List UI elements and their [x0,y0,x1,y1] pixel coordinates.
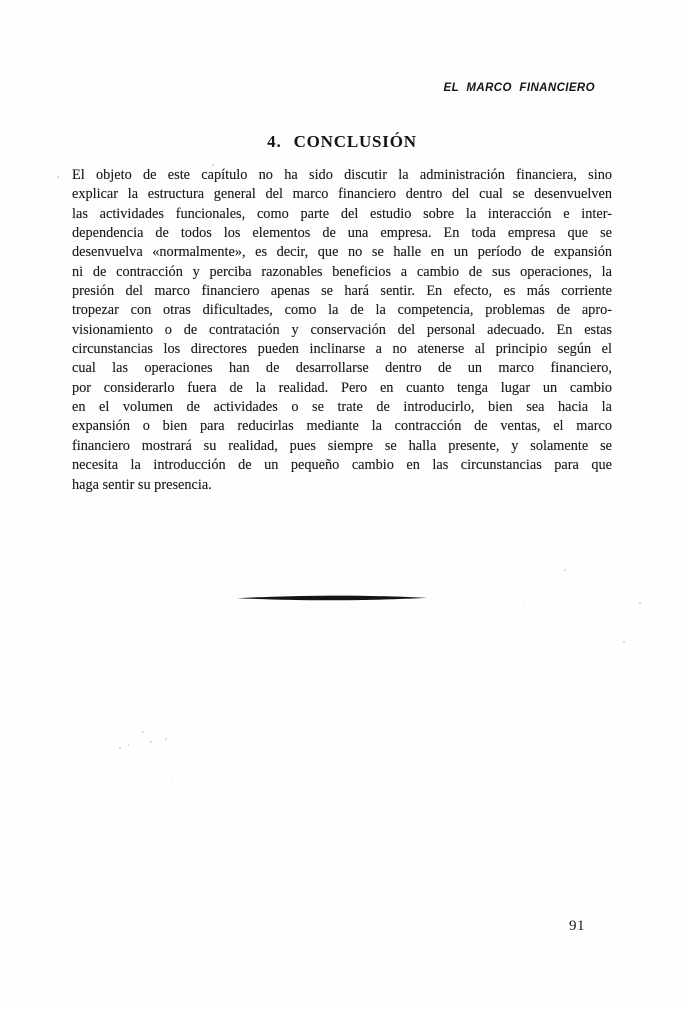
scan-speckle [524,603,525,604]
body-text-line: El objeto de este capítulo no ha sido discutir la administración financiera, sino [72,167,612,183]
scan-speckle [623,641,625,643]
scan-speckle [150,741,152,743]
scan-speckle [119,747,121,749]
body-text-line: circunstancias los directores pueden inclinarse a no atenerse al principio según el [72,341,612,358]
body-text-line: ni de contracción y perciba razonables beneficios a cambio de sus operaciones, la [72,263,612,280]
body-text-line: visionamiento o de contratación y conservación del personal adecuado. En estas [72,321,612,338]
body-text-line: por considerarlo fuera de la realidad. Pero en cuanto tenga lugar un cambio [72,379,612,396]
scan-speckle [157,740,158,741]
body-text-line: presión del marco financiero apenas se hará sentir. En efecto, es más corriente [72,283,612,300]
body-paragraph [72,166,612,495]
scan-speckle [128,744,129,746]
body-text-line: haga sentir su presencia. [72,476,212,493]
body-text-line: tropezar con otras dificultades, como la de la competencia, problemas de apro- [72,302,612,319]
scan-speckle [57,176,59,178]
tapered-rule-shape [236,593,428,603]
scan-speckle [171,777,172,778]
body-text-line: dependencia de todos los elementos de una empresa. En toda empresa que se [72,225,612,242]
body-text-line: explicar la estructura general del marco financiero dentro del cual se desenvuelven [72,186,612,203]
body-text-line: cual las operaciones han de desarrollarse dentro de un marco financiero, [72,360,612,377]
scan-speckle [564,569,566,571]
page-number: 91 [569,918,585,934]
scan-speckle [634,659,635,660]
body-text-line: financiero mostrará su realidad, pues siempre se halla presente, y solamente se [72,437,612,454]
scan-speckle [90,743,91,744]
section-title: 4. CONCLUSIÓN [267,132,417,151]
scan-speckle [142,731,144,733]
body-text-line: desenvuelva «normalmente», es decir, que no se halle en un período de expansión [72,244,612,261]
tapered-rule-divider [236,593,428,603]
scan-speckle [639,602,641,604]
body-text-line: en el volumen de actividades o se trate de introducirlo, bien sea hacia la [72,399,612,416]
body-text-line: necesita la introducción de un pequeño cambio en las circunstancias para que [72,457,612,474]
body-text-line: expansión o bien para reducirlas mediante la contracción de ventas, el marco [72,418,612,435]
running-header: EL MARCO FINANCIERO [443,82,595,94]
body-text-line: las actividades funcionales, como parte del estudio sobre la interacción e inter- [72,205,612,222]
scan-speckle [165,738,167,740]
scan-speckle [212,164,214,166]
